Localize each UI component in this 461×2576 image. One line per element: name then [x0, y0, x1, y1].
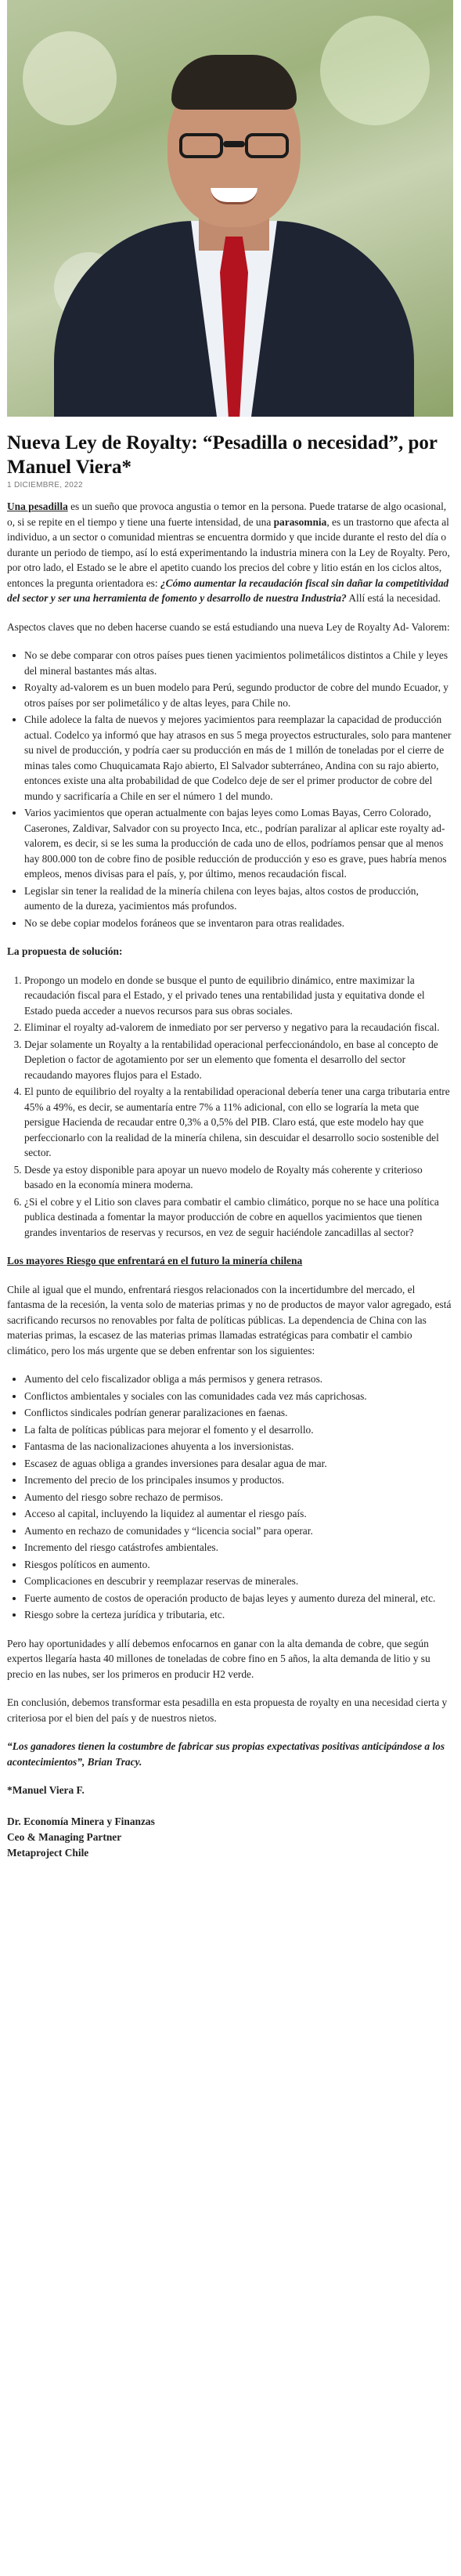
solutions-list — [7, 973, 454, 1241]
list-item: • Varios yacimientos que operan actualmente con bajas leyes como Lomas Bayas, Cerro Colorado, Caserones, Zaldivar, Salvador con su proyecto Inca, etc., podrían paralizar al aplicar este royalty ad-valorem, es decir, si se les suma la producción de cada uno de ellos, podríamos pensar que al menos hay 800.000 ton de cobre fino de posible reducción de producción y eso es grave, pues habría menos empleos, menos divisas para el país, y, por último, menos recaudación fiscal. — [24, 805, 454, 882]
article-date: 1 DICIEMBRE, 2022 — [7, 481, 83, 490]
list-item: • Riesgos políticos en aumento. — [24, 1557, 454, 1573]
aspects-list — [7, 648, 454, 930]
list-item: 5. Desde ya estoy disponible para apoyar un nuevo modelo de Royalty más coherente y criterioso basado en la economía minera moderna. — [24, 1162, 454, 1193]
list-item: • La falta de políticas públicas para mejorar el fomento y el desarrollo. — [24, 1422, 454, 1438]
list-item: 1. Propongo un modelo en donde se busque el punto de equilibrio dinámico, entre maximizar la recaudación fiscal para el Estado, y el privado tenes una rentabilidad justa y equitativa donde el Estado pueda acceder a nuevos recursos para sus obras sociales. — [24, 973, 454, 1019]
list-item: 4. El punto de equilibrio del royalty a la rentabilidad operacional debería tener una carga tributaria entre 45% a 49%, es decir, se aumentaría entre 7% a 11% adicional, con ello se lograría la meta que persigue Hacienda de recaudar entre 0,3% a 0,5% del PIB. Claro está, que este modelo hay que perfeccionarlo con la realidad de la minería chilena, sin descuidar el desarrollo socio sostenible del sector. — [24, 1084, 454, 1161]
list-item: • Aumento en rechazo de comunidades y “licencia social” para operar. — [24, 1523, 454, 1539]
intro-text-2: , es un trastorno que afecta al individuo, a un sector o comunidad mientras se encuentra dormido y que incide durante el resto del día o durante un periodo de tiempo, así lo está experimentando la industria minera con la Ley de Royalty. Pero, por otro lado, el Estado se le abre el apetito cuando los precios del cobre y litio están en los ciclos altos, entonces la pregunta orientadora es: — [7, 515, 450, 589]
list-item: • Aumento del celo fiscalizador obliga a más permisos y genera retrasos. — [24, 1371, 454, 1387]
intro-text-3: Allí está la necesidad. — [346, 592, 441, 604]
intro-paragraph — [7, 499, 454, 606]
list-item: • Fantasma de las nacionalizaciones ahuyenta a los inversionistas. — [24, 1439, 454, 1454]
signature — [7, 1783, 454, 1861]
list-item: • Legislar sin tener la realidad de la minería chilena con leyes bajas, altos costos de producción, aumento de la dureza, yacimientos más profundos. — [24, 883, 454, 914]
list-item: 6. ¿Si el cobre y el Litio son claves para combatir el cambio climático, porque no se hace una política publica destinada a fomentar la mayor producción de cobre en aquellos yacimientos que tienen grandes inventarios de reservas y recursos, en vez de seguir haciéndole zancadillas al sector? — [24, 1194, 454, 1241]
list-item: • No se debe comparar con otros países pues tienen yacimientos polimetálicos distintos a Chile y leyes del mineral bastantes más altas. — [24, 648, 454, 678]
opportunities-paragraph: Pero hay oportunidades y allí debemos enfocarnos en ganar con la alta demanda de cobre, que según expertos llegaría hasta 40 millones de toneladas de cobre fino en 5 años, la alta demanda de litio y su precio en las nubes, ser los primeros en producir H2 verde. — [7, 1637, 430, 1680]
author-role: Ceo & Managing Partner — [7, 1831, 122, 1843]
conclusion-paragraph: En conclusión, debemos transformar esta pesadilla en esta propuesta de royalty en una necesidad cierta y criteriosa por el bien del país y de nuestros nietos. — [7, 1696, 448, 1724]
list-item: 3. Dejar solamente un Royalty a la rentabilidad operacional perfeccionándolo, en base al concepto de Depletion o factor de agotamiento por ser un elemento que fomenta el desarrollo del sector recaudando mayores flujos para el Estado. — [24, 1037, 454, 1083]
aspects-intro: Aspectos claves que no deben hacerse cuando se está estudiando una nueva Ley de Royalty Ad- Valorem: — [7, 620, 450, 633]
list-item: 2. Eliminar el royalty ad-valorem de inmediato por ser perverso y negativo para la recaudación fiscal. — [24, 1020, 454, 1035]
risks-list — [7, 1371, 454, 1623]
risks-intro: Chile al igual que el mundo, enfrentará riesgos relacionados con la incertidumbre del mercado, el fantasma de la recesión, la venta solo de materias primas y no de productos de mayor valor agregado, está sacrificando recursos no renovables por falta de políticas públicas. La dependencia de China con las materias primas, la escasez de las materias primas llamadas estratégicas para combatir el cambio climático, pero los más urgente que se deben enfrentar son los siguientes: — [7, 1283, 452, 1357]
author-credential: Dr. Economía Minera y Finanzas — [7, 1815, 155, 1827]
list-item: • Incremento del riesgo catástrofes ambientales. — [24, 1540, 454, 1555]
author-company: Metaproject Chile — [7, 1847, 89, 1859]
list-item: • No se debe copiar modelos foráneos que se inventaron para otras realidades. — [24, 916, 454, 931]
risks-title: Los mayores Riesgo que enfrentará en el futuro la minería chilena — [7, 1255, 303, 1266]
list-item: • Fuerte aumento de costos de operación producto de bajas leyes y aumento dureza del mineral, etc. — [24, 1591, 454, 1606]
intro-question: ¿Cómo aumentar la recaudación fiscal sin dañar la competitividad del sector y ser una herramienta de fomento y desarrollo de nuestra Industria? — [7, 576, 449, 604]
solution-title: La propuesta de solución: — [7, 945, 123, 957]
author-name: *Manuel Viera F. — [7, 1784, 85, 1796]
list-item: • Conflictos sindicales podrían generar paralizaciones en faenas. — [24, 1405, 454, 1421]
intro-term-pesadilla: Una pesadilla — [7, 500, 68, 512]
list-item: • Aumento del riesgo sobre rechazo de permisos. — [24, 1490, 454, 1505]
list-item: • Chile adolece la falta de nuevos y mejores yacimientos para reemplazar la capacidad de producción actual. Codelco ya informó que hay atrasos en sus 5 mega proyectos estructurales, solo para mantener su nivel de producción, y podría caer su producción en más de 1 millón de toneladas por el cierre de minas tales como Chuquicamata Rajo abierto, El Salvador subterráneo, Andina con su rajo abierto, entonces existe una alta probabilidad de que Codelco deje de ser el primer productor de cobre del mundo y sacrificaría a Chile en ser el número 1 del mundo. — [24, 712, 454, 804]
article-title: Nueva Ley de Royalty: “Pesadilla o necesidad”, por Manuel Viera* — [7, 432, 438, 478]
intro-text-1: es un sueño que provoca angustia o temor en la persona. Puede tratarse de algo ocasional, o, si se repite en el tiempo y tiene una fuerte intensidad, de una — [7, 500, 447, 528]
list-item: • Riesgo sobre la certeza jurídica y tributaria, etc. — [24, 1607, 454, 1623]
list-item: • Royalty ad-valorem es un buen modelo para Perú, segundo productor de cobre del mundo Ecuador, y otros países por ser polimetálico y de altas leyes, para Chile no. — [24, 680, 454, 710]
list-item: • Complicaciones en descubrir y reemplazar reservas de minerales. — [24, 1573, 454, 1589]
list-item: • Acceso al capital, incluyendo la liquidez al aumentar el riesgo país. — [24, 1506, 454, 1522]
closing-quote: “Los ganadores tienen la costumbre de fabricar sus propias expectativas positivas anticipándose a los acontecimientos”, Brian Tracy. — [7, 1740, 445, 1768]
list-item: • Escasez de aguas obliga a grandes inversiones para desalar agua de mar. — [24, 1456, 454, 1472]
list-item: • Conflictos ambientales y sociales con las comunidades cada vez más caprichosas. — [24, 1389, 454, 1404]
intro-term-parasomnia: parasomnia — [273, 515, 327, 528]
author-photo — [7, 0, 453, 417]
list-item: • Incremento del precio de los principales insumos y productos. — [24, 1472, 454, 1488]
article-content — [0, 431, 461, 1861]
